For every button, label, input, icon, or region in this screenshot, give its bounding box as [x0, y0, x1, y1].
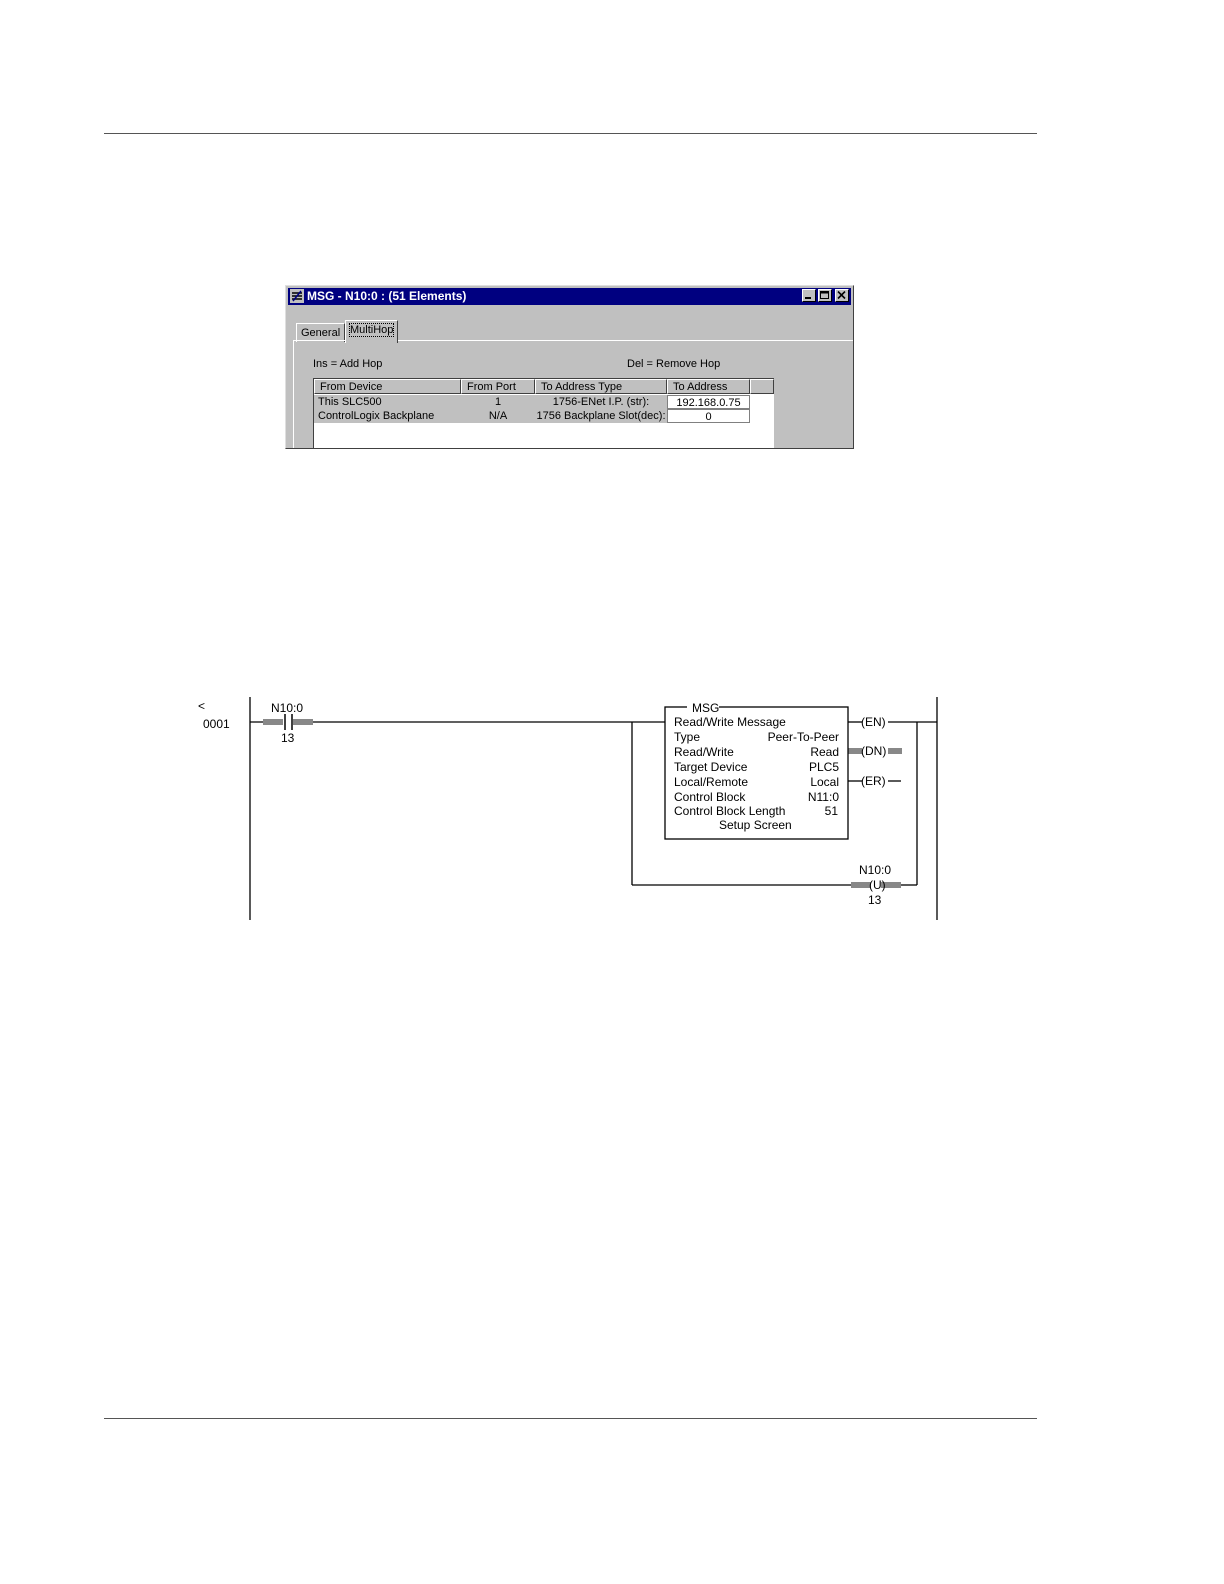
- msg-field-label: Target Device: [674, 760, 748, 774]
- cell-from-port: 1: [461, 395, 535, 409]
- close-button[interactable]: [835, 289, 849, 302]
- msg-field-value: Peer-To-Peer: [767, 730, 839, 744]
- msg-field-value: PLC5: [808, 760, 839, 774]
- maximize-button[interactable]: [818, 289, 832, 302]
- cell-to-address-type: 1756-ENet I.P. (str):: [535, 395, 667, 409]
- minimize-icon: [804, 291, 814, 300]
- minimize-button[interactable]: [802, 289, 816, 302]
- msg-field-value: Local: [810, 775, 839, 789]
- table-row[interactable]: [314, 395, 774, 409]
- column-header-from-device[interactable]: From Device: [314, 379, 461, 394]
- unlatch-coil[interactable]: (U): [869, 878, 886, 892]
- setup-screen-button[interactable]: Setup Screen: [719, 818, 792, 832]
- contact-bit[interactable]: 13: [281, 731, 295, 745]
- cell-from-device: ControlLogix Backplane: [314, 409, 461, 423]
- cell-from-port: N/A: [461, 409, 535, 423]
- msg-block-title: MSG: [692, 701, 720, 715]
- tab-multihop-label: MultiHop: [350, 324, 394, 336]
- column-header-spacer: [750, 379, 774, 394]
- msg-field-label: Type: [674, 730, 701, 744]
- header-rule: [104, 133, 1037, 134]
- cell-from-device: This SLC500: [314, 395, 461, 409]
- rung-marker: <: [198, 699, 206, 713]
- rung-wiring: [195, 695, 955, 925]
- unlatch-address[interactable]: N10:0: [859, 863, 892, 877]
- output-dn-label: DN: [865, 744, 883, 758]
- column-header-to-address-type[interactable]: To Address Type: [535, 379, 667, 394]
- unlatch-coil-label: U: [873, 878, 882, 892]
- output-en-label: EN: [865, 715, 882, 729]
- contact-symbol: [263, 714, 313, 730]
- msg-field-value: Read: [810, 745, 839, 759]
- to-address-input[interactable]: 192.168.0.75: [667, 395, 750, 409]
- footer-rule: [104, 1418, 1037, 1419]
- output-er[interactable]: (ER): [861, 774, 886, 788]
- msg-field-label: Local/Remote: [674, 775, 749, 789]
- cell-to-address-type: 1756 Backplane Slot(dec):: [536, 410, 666, 422]
- to-address-input[interactable]: 0: [667, 409, 750, 423]
- grid-header: [314, 379, 774, 395]
- remove-hop-hint: Del = Remove Hop: [627, 358, 721, 370]
- title-bar[interactable]: [288, 288, 851, 305]
- msg-field-label: Control Block: [674, 790, 746, 804]
- msg-heading: Read/Write Message: [674, 715, 786, 729]
- maximize-icon: [820, 291, 830, 300]
- column-header-to-address[interactable]: To Address: [667, 379, 750, 394]
- hop-grid[interactable]: [313, 378, 774, 449]
- output-er-label: ER: [865, 774, 882, 788]
- output-en[interactable]: (EN): [861, 715, 886, 729]
- msg-field-label: Control Block Length: [674, 804, 786, 818]
- rung-number: 0001: [203, 717, 230, 731]
- add-hop-hint: Ins = Add Hop: [313, 358, 383, 370]
- msg-field-value: 51: [824, 804, 838, 818]
- tab-general-label: General: [301, 327, 341, 339]
- tab-multihop[interactable]: [345, 320, 398, 343]
- output-dn[interactable]: (DN): [861, 744, 887, 758]
- column-header-from-port[interactable]: From Port: [461, 379, 535, 394]
- dialog-title: MSG - N10:0 : (51 Elements): [307, 289, 467, 303]
- contact-address[interactable]: N10:0: [271, 701, 304, 715]
- table-row[interactable]: [314, 409, 774, 423]
- msg-field-value: N11:0: [807, 790, 839, 804]
- msg-dialog: [285, 285, 854, 449]
- rslogix-app-icon[interactable]: [290, 289, 304, 303]
- msg-field-label: Read/Write: [674, 745, 734, 759]
- unlatch-bit[interactable]: 13: [868, 893, 882, 907]
- close-icon: [837, 291, 847, 300]
